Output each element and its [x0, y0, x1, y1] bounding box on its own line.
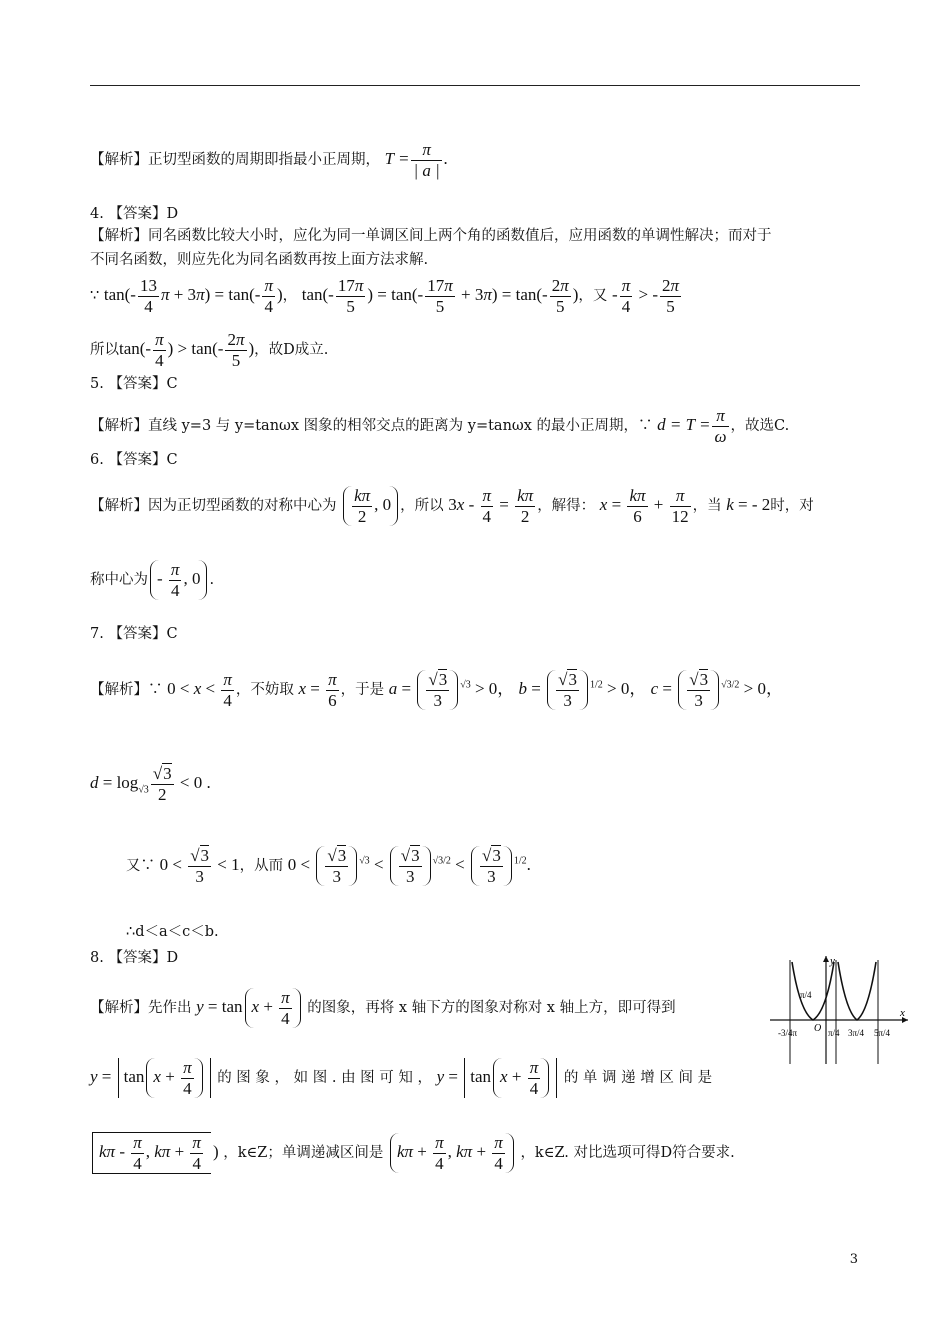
q6-answer: 6. 【答案】C [90, 452, 178, 468]
q7-analysis: 【解析】∵ 0 < x < $\frac{\pi}{4}$ ，不妨取 x = $\frac{\pi}{6}$ ，于是 a = $\frac{√3}{3}$ $^{√3}$ > 0， b = $\frac{√3}{3}$ $^{1/2}$ > 0， c = $\frac{√3}{3}$ $^{√3/2}$ > 0， [90, 670, 783, 710]
curve-2 [838, 962, 876, 1020]
q5-answer: 5. 【答案】C [90, 376, 178, 392]
q8-answer: 8. 【答案】D [90, 950, 179, 966]
q6-analysis: 【解析】因为正切型函数的对称中心为 $\frac{k\pi}{2}$ , 0 ，所以 3x - $\frac{\pi}{4}$ = $\frac{k\pi}{2}$ ，解得： x = $\frac{k\pi}{6}$ + $\frac{\pi}{12}$ ，当 k = - 2时，对 [90, 486, 814, 526]
q8-analysis-2: y = tan x + $\frac{\pi}{4}$ 的 图 象 ， 如 图 . 由 图 可 知 ， y = tan x + $\frac{\pi}{4}$ 的 单 调 递 增 区 间 是 [90, 1058, 713, 1098]
y-label: y [830, 955, 835, 967]
q4-analysis-3: ∵ tan(- $\frac{13}{4}$ π + 3π) = tan(- $\frac{\pi}{4}$ )， tan(- $\frac{17\pi}{5}$ ) = tan(- $\frac{17\pi}{5}$ + 3π) = tan(- $\frac{2\pi}{5}$ )，又 - $\frac{\pi}{4}$ > - $\frac{2\pi}{5}$ [90, 276, 680, 316]
q4-analysis-2: 不同名函数，则应先化为同名函数再按上面方法求解. [90, 252, 429, 268]
formula: T = $\frac{\pi}{| a |}$ . [384, 140, 449, 180]
curve-1 [792, 962, 834, 1020]
q7-analysis-d: $d = \log_{√3}$ $\frac{√3}{2}$ < 0 . [90, 764, 211, 804]
tick-label: 3π/4 [848, 1028, 865, 1038]
q4-answer: 4. 【答案】D [90, 206, 179, 222]
q4-conclusion: 所以tan(- $\frac{\pi}{4}$ ) > tan(- $\frac{2\pi}{5}$ )，故D成立. [90, 330, 329, 370]
q7-conclusion: ∴d＜a＜c＜b. [126, 924, 219, 940]
tick-label: 5π/4 [874, 1028, 891, 1038]
tick-label: -3/4π [778, 1028, 798, 1038]
q7-answer: 7. 【答案】C [90, 626, 178, 642]
page-number: 3 [849, 1252, 858, 1267]
q4-analysis-1: 【解析】同名函数比较大小时，应化为同一单调区间上两个角的函数值后，应用函数的单调性解决；而对于 [90, 228, 772, 244]
origin-label: O [814, 1023, 822, 1034]
q6-analysis-2: 称中心为 - $\frac{\pi}{4}$ , 0 . [90, 560, 215, 600]
top-label: π/4 [800, 990, 812, 1000]
q8-analysis-3: kπ - $\frac{\pi}{4}$ , kπ + $\frac{\pi}{4}$ ) ，k∈Z；单调递减区间是 kπ + $\frac{\pi}{4}$ , kπ + $\frac{\pi}{4}$ ，k∈Z. 对比选项可得D符合要求. [90, 1132, 735, 1174]
q5-analysis: 【解析】直线 y=3 与 y=tanωx 图象的相邻交点的距离为 y=tanωx 的最小正周期，∵ d = T = $\frac{\pi}{\omega}$ ，故选C. [90, 406, 790, 446]
tick-label: π/4 [828, 1028, 840, 1038]
analysis-period [90, 140, 448, 180]
header-rule [90, 85, 860, 86]
x-label: x [900, 1007, 905, 1019]
text: 【解析】正切型函数的周期即指最小正周期， [90, 151, 380, 168]
tan-abs-graph [770, 952, 910, 1070]
q8-analysis: 【解析】先作出 y = tan x + $\frac{\pi}{4}$ 的图象，再将 x 轴下方的图象对称对 x 轴上方，即可得到 [90, 988, 676, 1028]
q7-analysis-2: 又∵ 0 < $\frac{√3}{3}$ < 1，从而 0 < $\frac{√3}{3}$ $^{√3}$ < $\frac{√3}{3}$ $^{√3/2}$ < $\frac{√3}{3}$ $^{1/2}$. [126, 846, 531, 886]
